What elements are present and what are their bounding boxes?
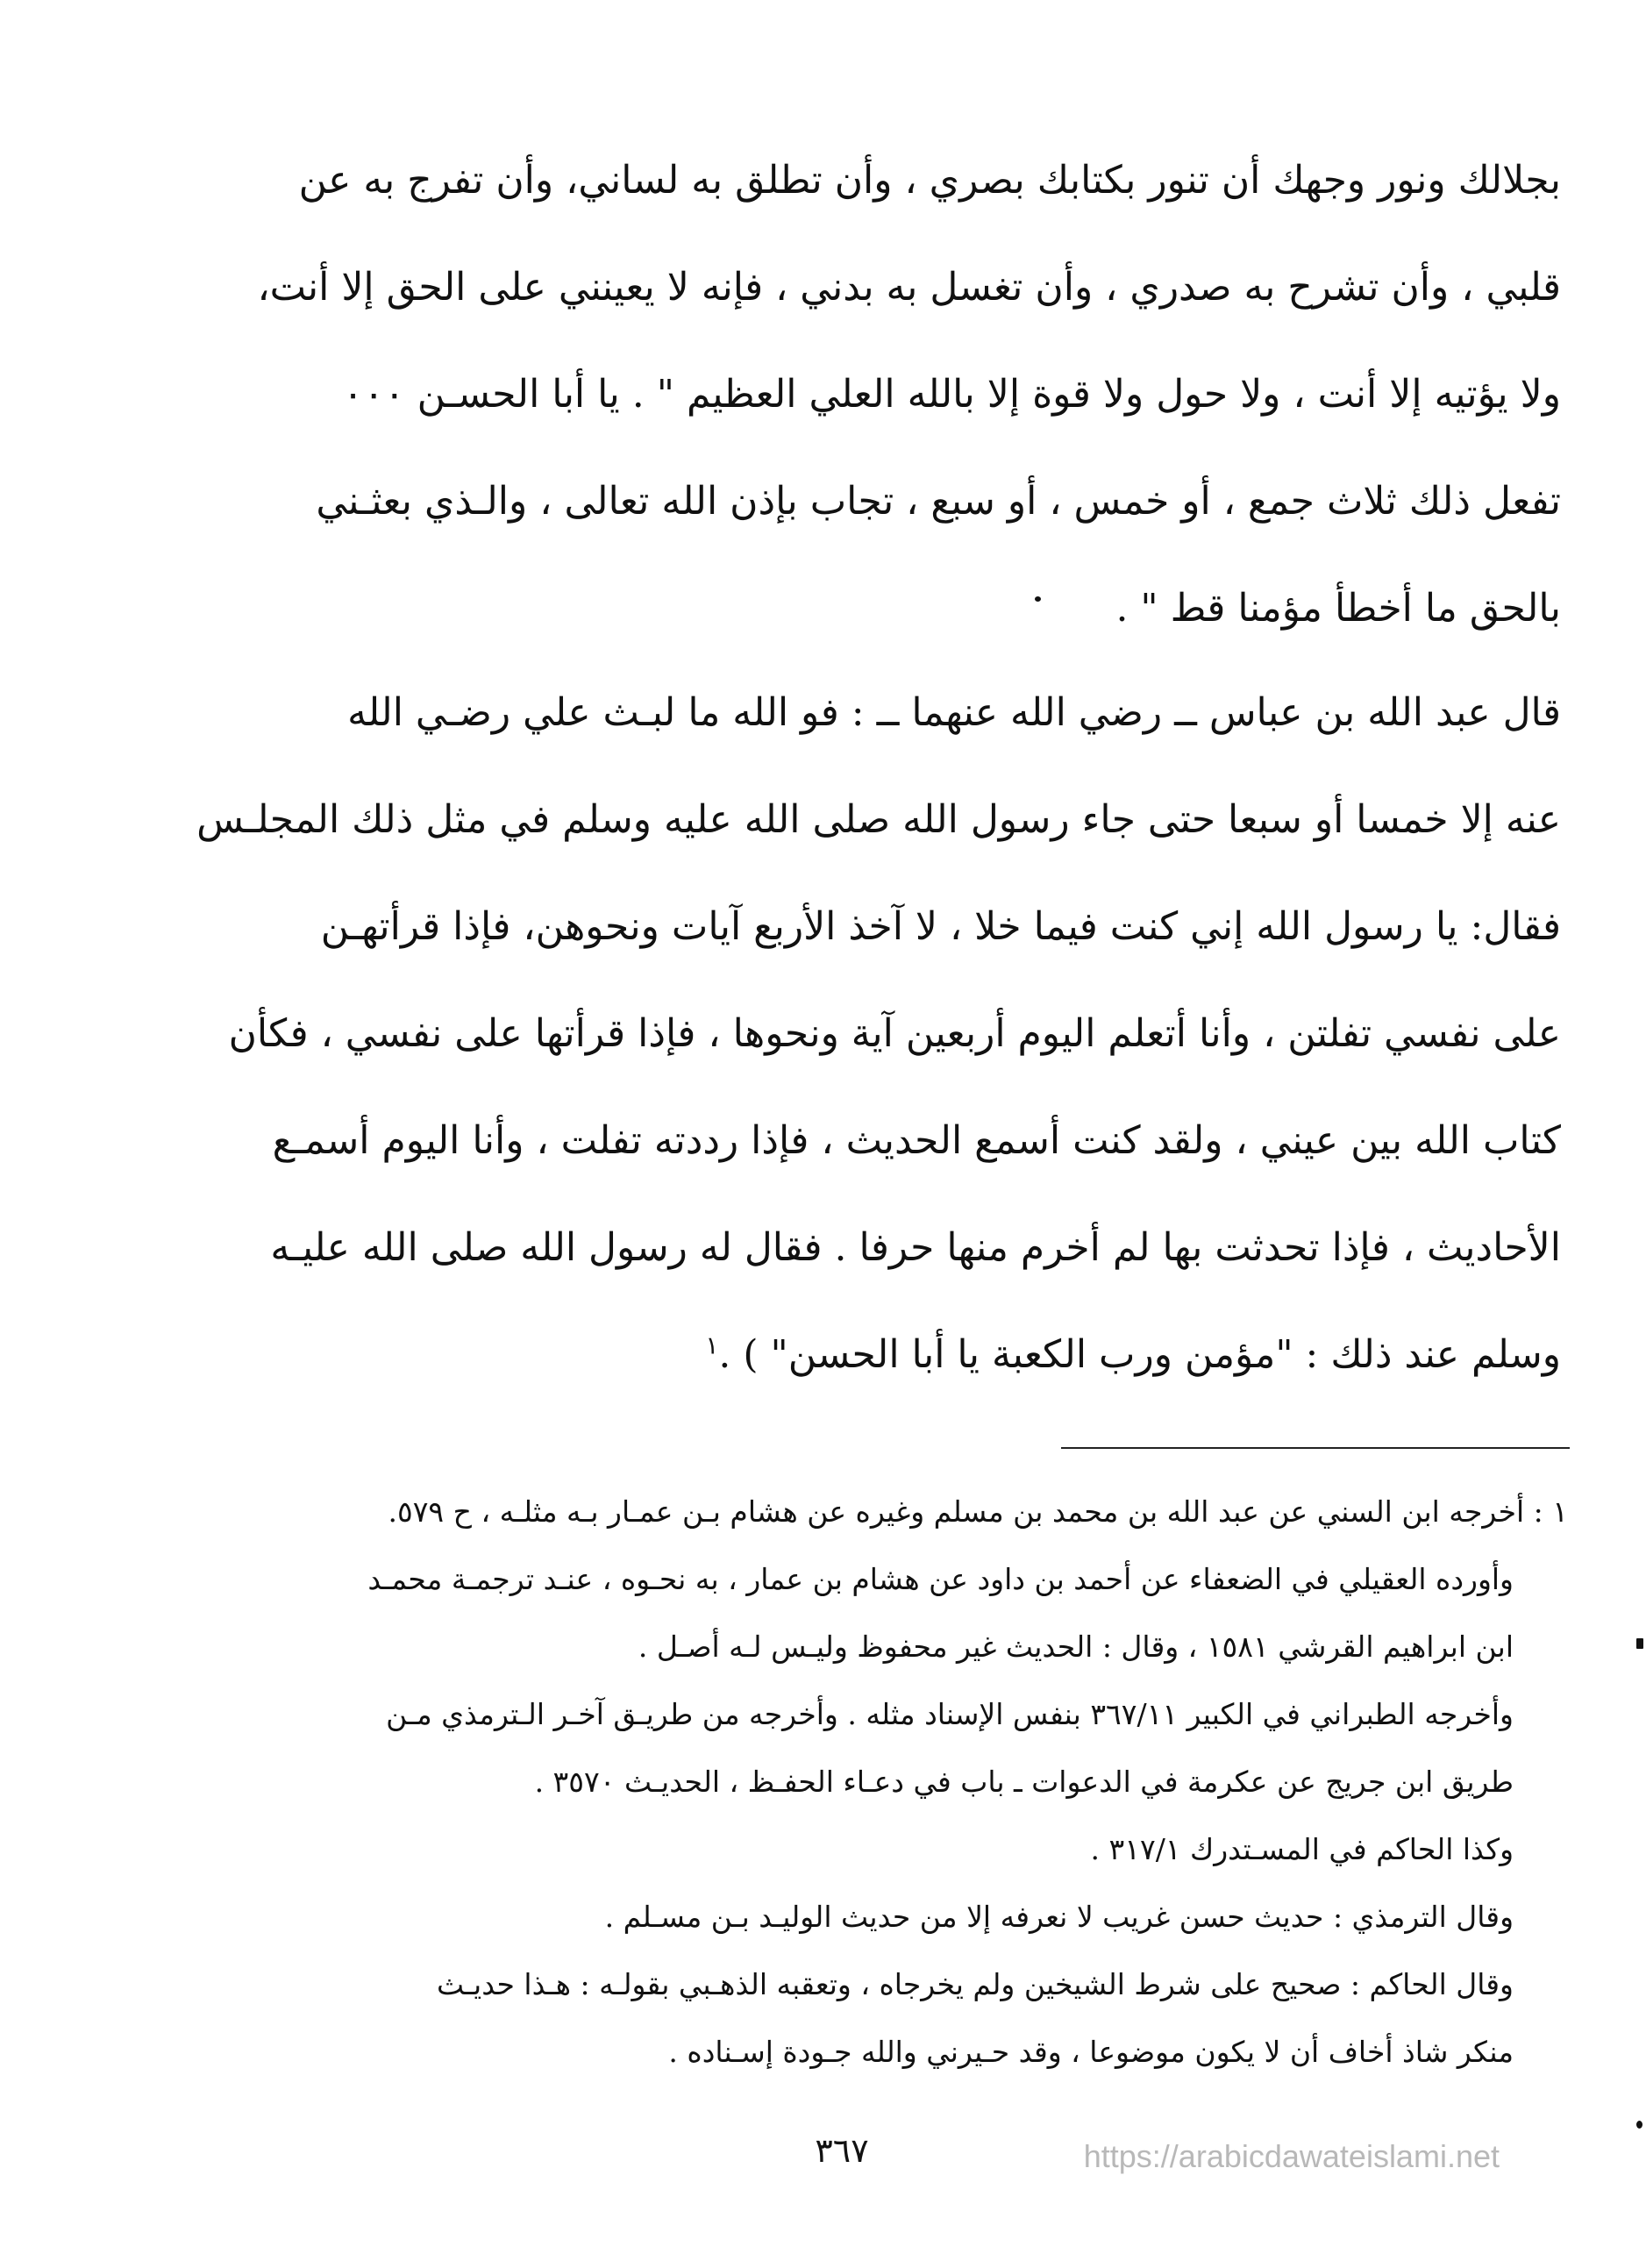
text-line-content: وسلم عند ذلك : "مؤمن ورب الكعبة يا أبا الحسن" ) . [718, 1332, 1561, 1377]
scan-speck [1636, 2121, 1642, 2129]
footnote-divider [1061, 1447, 1570, 1449]
text-line: بجلالك ونور وجهك أن تنور بكتابك بصري ، وأن تطلق به لساني، وأن تفرج به عن [298, 158, 1561, 203]
footnote-line: وأورده العقيلي في الضعفاء عن أحمد بن داود عن هشام بن عمار ، به نحـوه ، عنـد ترجمـة محمـد [367, 1562, 1514, 1596]
footnotes-section [103, 1478, 1568, 2086]
footnote-line: وقال الحاكم : صحيح على شرط الشيخين ولم يخرجاه ، وتعقبه الذهـبي بقولـه : هـذا حديـث [436, 1967, 1514, 2001]
footnote-line: وأخرجه الطبراني في الكبير ٣٦٧/١١ بنفس الإسناد مثله . وأخرجه من طريـق آخـر الـترمذي مـن [386, 1697, 1514, 1731]
text-line: عنه إلا خمسا أو سبعا حتى جاء رسول الله صلى الله عليه وسلم في مثل ذلك المجلـس [196, 797, 1561, 842]
text-line: تفعل ذلك ثلاث جمع ، أو خمس ، أو سبع ، تجاب بإذن الله تعالى ، والـذي بعثـني [316, 479, 1561, 524]
text-line: على نفسي تفلتن ، وأنا أتعلم اليوم أربعين آية ونحوها ، فإذا قرأتها على نفسي ، فكأن [228, 1011, 1561, 1056]
text-line-last [103, 1302, 1561, 1409]
paragraph-2 [103, 660, 1561, 1409]
text-line: فقال: يا رسول الله إني كنت فيما خلا ، لا آخذ الأربع آيات ونحوهن، فإذا قرأتهـن [320, 904, 1561, 949]
footnote-line: ١ : أخرجه ابن السني عن عبد الله بن محمد بن مسلم وغيره عن هشام بـن عمـار بـه مثلـه ، ح ٥٧٩. [388, 1494, 1568, 1529]
text-line: كتاب الله بين عيني ، ولقد كنت أسمع الحديث ، فإذا رددته تفلت ، وأنا اليوم أسمـع [272, 1118, 1561, 1163]
scan-speck [1636, 1638, 1643, 1649]
footnote-line: ابن ابراهيم القرشي ١٥٨١ ، وقال : الحديث غير محفوظ وليـس لـه أصـل . [638, 1630, 1514, 1664]
text-line: قال عبد الله بن عباس ــ رضي الله عنهما ــ : فو الله ما لبـث علي رضـي الله [347, 690, 1561, 735]
paragraph-1 [103, 127, 1561, 662]
page-number: ٣٦٧ [815, 2131, 869, 2170]
text-line: بالحق ما أخطأ مؤمنا قط " . [1115, 586, 1561, 631]
footnote-line: وقال الترمذي : حديث حسن غريب لا نعرفه إلا من حديث الوليـد بـن مسـلم . [604, 1900, 1514, 1934]
scan-speck [1035, 596, 1041, 602]
text-line: قلبي ، وأن تشرح به صدري ، وأن تغسل به بدني ، فإنه لا يعينني على الحق إلا أنت، [257, 265, 1561, 310]
footnote-line: طريق ابن جريج عن عكرمة في الدعوات ـ باب في دعـاء الحفـظ ، الحديـث ٣٥٧٠ . [534, 1765, 1514, 1799]
text-line: ولا يؤتيه إلا أنت ، ولا حول ولا قوة إلا بالله العلي العظيم " . يا أبا الحسـن ٠٠٠ [342, 372, 1561, 417]
footnote-reference[interactable]: ١ [705, 1330, 719, 1360]
footnote-line: منكر شاذ أخاف أن لا يكون موضوعا ، وقد حـيرني والله جـودة إسـناده . [668, 2035, 1514, 2069]
watermark-url[interactable]: https://arabicdawateislami.net [1083, 2138, 1500, 2174]
footnote-line: وكذا الحاكم في المسـتدرك ٣١٧/١ . [1090, 1832, 1514, 1866]
text-line: الأحاديث ، فإذا تحدثت بها لم أخرم منها حرفا . فقال له رسول الله صلى الله عليـه [270, 1225, 1561, 1270]
